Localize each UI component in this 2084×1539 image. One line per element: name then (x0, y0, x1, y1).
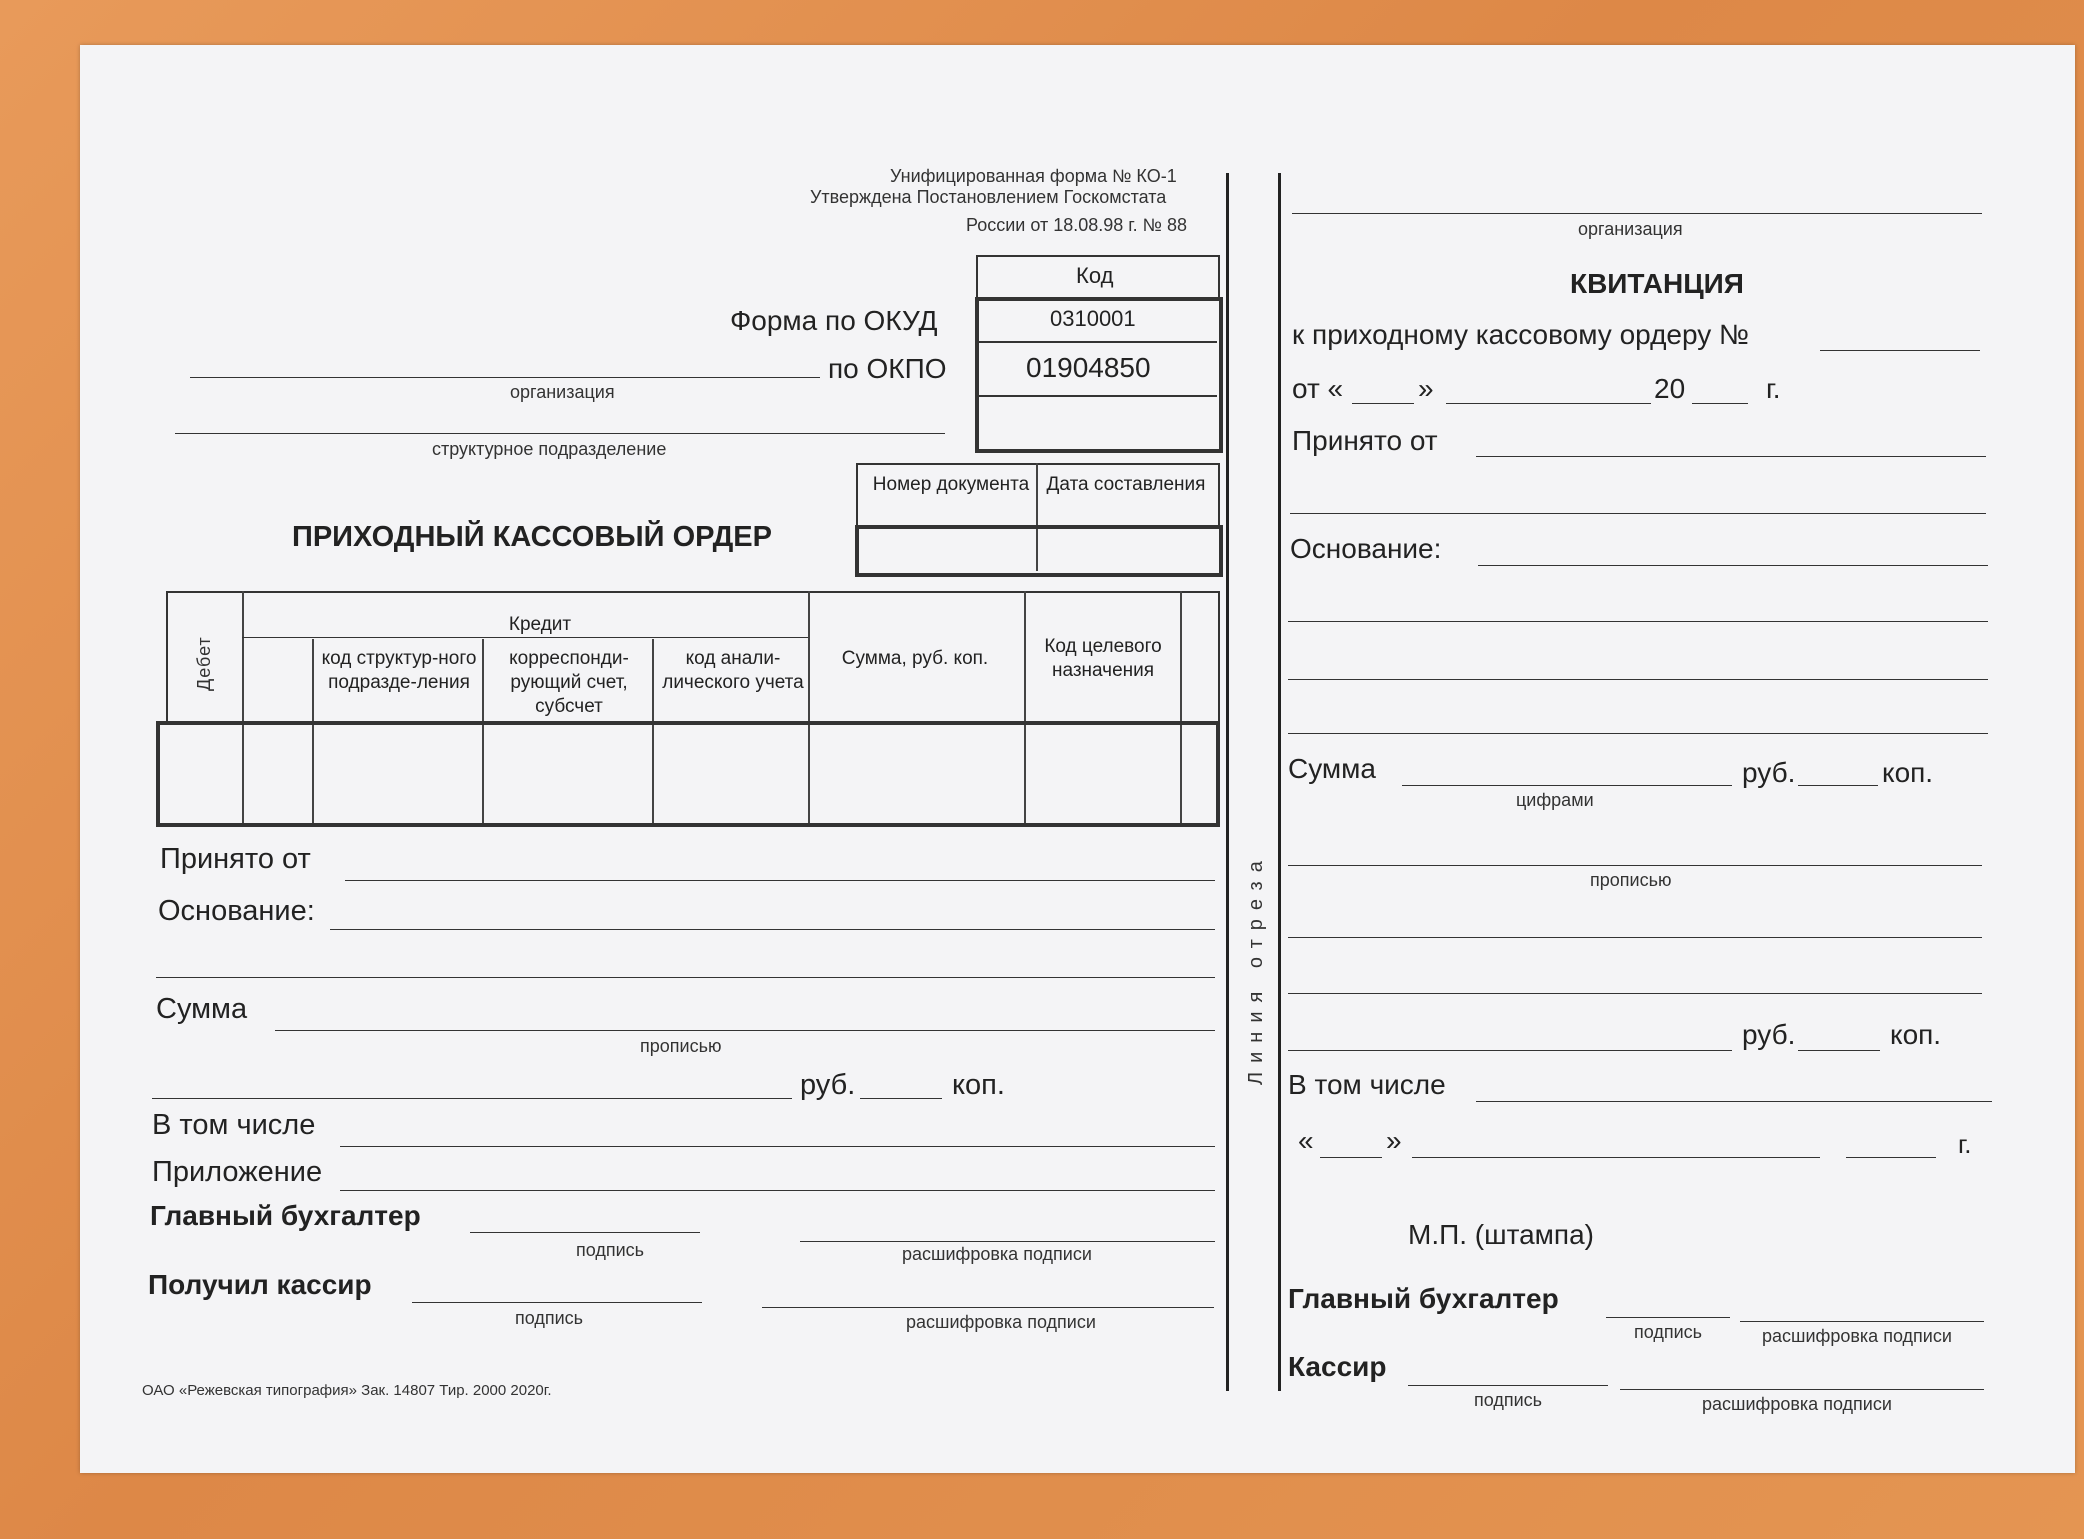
order-received-from-line[interactable] (345, 880, 1215, 881)
order-cashier-signature-caption: подпись (515, 1308, 584, 1328)
cut-line-right (1278, 173, 1281, 1391)
order-cashier-decryption-line[interactable] (762, 1307, 1214, 1308)
receipt-date-year-line[interactable] (1846, 1157, 1936, 1158)
receipt-org-line[interactable] (1292, 213, 1982, 214)
receipt-kop-line[interactable] (1798, 785, 1878, 786)
code-header: Код (1076, 263, 1114, 288)
doc-number-header: Номер документа (872, 474, 1030, 495)
order-rub-label: руб. (800, 1069, 856, 1101)
receipt-date-open: « (1298, 1125, 1314, 1156)
receipt-date-day-line[interactable] (1320, 1157, 1382, 1158)
okud-label: Форма по ОКУД (730, 305, 938, 336)
receipt-cashier-label: Кассир (1288, 1351, 1387, 1382)
order-org-line[interactable] (190, 377, 820, 378)
credit-header: Кредит (508, 614, 572, 635)
receipt-sum-label: Сумма (1288, 753, 1376, 784)
col-analytic-header: код анали-лического учета (662, 648, 804, 693)
order-subdivision-caption: структурное подразделение (432, 439, 667, 459)
debit-header: Дебет (194, 636, 214, 691)
receipt-received-from-line[interactable] (1476, 456, 1986, 457)
order-org-caption: организация (510, 382, 615, 402)
receipt-kop-label-2: коп. (1890, 1019, 1942, 1050)
receipt-sum-digits-line[interactable] (1402, 785, 1732, 786)
okpo-value: 01904850 (1026, 352, 1151, 383)
form-header-line2: Утверждена Постановлением Госкомстата (810, 187, 1167, 207)
receipt-cashier-signature-line[interactable] (1408, 1385, 1608, 1386)
order-cashier-signature-line[interactable] (412, 1302, 702, 1303)
form-header-line3: России от 18.08.98 г. № 88 (966, 215, 1187, 235)
receipt-kop-label: коп. (1882, 757, 1934, 788)
receipt-chief-accountant-label: Главный бухгалтер (1288, 1283, 1559, 1314)
receipt-org-caption: организация (1578, 219, 1683, 239)
form-header-line1: Унифицированная форма № КО-1 (890, 166, 1177, 186)
doc-date-header: Дата составления (1046, 474, 1206, 495)
order-basis-line[interactable] (330, 929, 1215, 930)
receipt-chief-decryption-caption: расшифровка подписи (1762, 1326, 1952, 1346)
okpo-label: по ОКПО (828, 353, 947, 384)
order-subdivision-line[interactable] (175, 433, 945, 434)
receipt-received-from-label: Принято от (1292, 425, 1438, 456)
col-purpose-header: Код целевого назначения (1044, 636, 1162, 681)
receipt-to-order-label: к приходному кассовому ордеру № (1292, 319, 1750, 350)
order-basis-label: Основание: (158, 895, 315, 927)
receipt-chief-decryption-line[interactable] (1740, 1321, 1984, 1322)
order-chief-decryption-caption: расшифровка подписи (902, 1244, 1092, 1264)
receipt-date-month-line[interactable] (1412, 1157, 1820, 1158)
order-sum-label: Сумма (156, 993, 248, 1025)
receipt-kop-line-2[interactable] (1798, 1050, 1880, 1051)
receipt-cashier-signature-caption: подпись (1474, 1390, 1543, 1410)
cut-line-label: Линия отреза (1245, 852, 1267, 1085)
order-sum-words-caption: прописью (640, 1036, 722, 1056)
receipt-rub-label: руб. (1742, 757, 1796, 788)
col-account-header: корреспонди-рующий счет, субсчет (509, 648, 629, 717)
receipt-year-suffix: г. (1766, 373, 1781, 404)
order-attachment-line[interactable] (340, 1190, 1215, 1191)
accounts-table-values[interactable] (156, 721, 1220, 827)
receipt-cashier-decryption-caption: расшифровка подписи (1702, 1394, 1892, 1414)
receipt-month-line[interactable] (1446, 403, 1651, 404)
receipt-chief-signature-line[interactable] (1606, 1317, 1730, 1318)
cut-line-left (1226, 173, 1229, 1391)
order-including-label: В том числе (152, 1109, 316, 1141)
printer-note: ОАО «Режевская типография» Зак. 14807 Тир. 2000 2020г. (142, 1382, 552, 1399)
form-sheet (80, 45, 2075, 1473)
receipt-sum-words-caption: прописью (1590, 870, 1672, 890)
order-chief-accountant-label: Главный бухгалтер (150, 1200, 421, 1231)
order-cashier-decryption-caption: расшифровка подписи (906, 1312, 1096, 1332)
receipt-title: КВИТАНЦИЯ (1570, 268, 1744, 299)
order-cashier-label: Получил кассир (148, 1269, 372, 1300)
receipt-date-g: г. (1958, 1129, 1972, 1159)
receipt-basis-label: Основание: (1290, 533, 1442, 564)
receipt-stamp-label: М.П. (штампа) (1408, 1219, 1594, 1250)
receipt-year-prefix: 20 (1654, 373, 1686, 404)
receipt-including-label: В том числе (1288, 1069, 1446, 1100)
order-including-line[interactable] (340, 1146, 1215, 1147)
order-attachment-label: Приложение (152, 1156, 323, 1188)
receipt-including-line[interactable] (1476, 1101, 1992, 1102)
receipt-year-line[interactable] (1692, 403, 1748, 404)
order-received-from-label: Принято от (160, 843, 311, 875)
receipt-cashier-decryption-line[interactable] (1620, 1389, 1984, 1390)
receipt-sum-words-line[interactable] (1288, 865, 1982, 866)
order-chief-signature-line[interactable] (470, 1232, 700, 1233)
order-title: ПРИХОДНЫЙ КАССОВЫЙ ОРДЕР (292, 521, 772, 553)
receipt-order-number-line[interactable] (1820, 350, 1980, 351)
order-kop-label: коп. (952, 1069, 1005, 1101)
doc-values-box[interactable] (855, 525, 1223, 577)
receipt-chief-signature-caption: подпись (1634, 1322, 1703, 1342)
receipt-basis-line[interactable] (1478, 565, 1988, 566)
order-chief-signature-caption: подпись (576, 1240, 645, 1260)
receipt-date-close: » (1386, 1125, 1402, 1156)
receipt-sum-digits-caption: цифрами (1516, 790, 1594, 810)
receipt-day-line[interactable] (1352, 403, 1414, 404)
receipt-from-open: от « (1292, 373, 1344, 404)
col-subdivision-header: код структур-ного подразде-ления (321, 648, 477, 693)
order-kop-line[interactable] (860, 1098, 942, 1099)
receipt-rub-label-2: руб. (1742, 1019, 1796, 1050)
receipt-from-close: » (1418, 373, 1434, 404)
order-chief-decryption-line[interactable] (800, 1241, 1215, 1242)
okud-value: 0310001 (1050, 306, 1136, 331)
col-sum-header: Сумма, руб. коп. (841, 648, 989, 669)
order-sum-words-line[interactable] (275, 1030, 1215, 1031)
